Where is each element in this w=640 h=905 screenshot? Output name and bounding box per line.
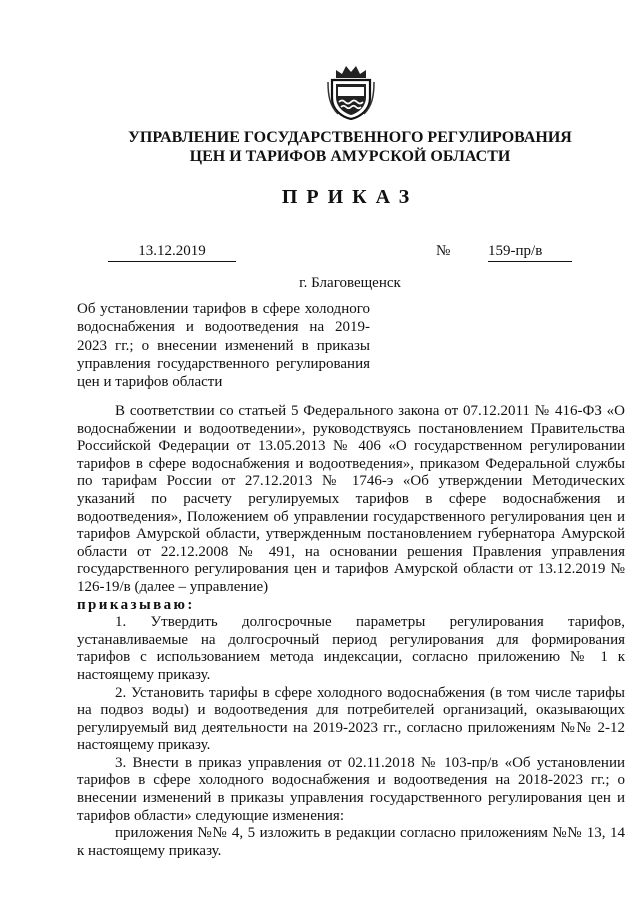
organization-name-line2: ЦЕН И ТАРИФОВ АМУРСКОЙ ОБЛАСТИ [189, 148, 511, 165]
document-body [77, 403, 625, 860]
item-3-subparagraph: приложения №№ 4, 5 изложить в редакции согласно приложениям №№ 13, 14 к настоящему приказу. [77, 825, 625, 859]
item-3-paragraph: 3. Внести в приказ управления от 02.11.2018 № 103-пр/в «Об установлении тарифов в сфере холодного водоснабжения и водоотведения на 2018-2023 гг.; о внесении изменений в приказы управления государственного регулирования цен и тарифов области» следующие изменения: [77, 754, 625, 824]
decree-word: приказываю: [77, 596, 195, 613]
document-subject: Об установлении тарифов в сфере холодного водоснабжения и водоотведения на 2019-2023 гг.; о внесении изменений в приказы управления государственного регулирования цен и тарифов области [77, 301, 370, 391]
item-1-paragraph: 1. Утвердить долгосрочные параметры регулирования тарифов, устанавливаемые на долгосрочный период регулирования для формирования тарифов с использованием метода индексации, согласно приложению № 1 к настоящему приказу. [77, 614, 625, 683]
number-sign: № [436, 243, 451, 259]
document-city: г. Благовещенск [299, 275, 401, 291]
document-title: ПРИКАЗ [281, 186, 419, 208]
document-number: 159-пр/в [488, 243, 572, 262]
organization-name-line1: УПРАВЛЕНИЕ ГОСУДАРСТВЕННОГО РЕГУЛИРОВАНИЯ [128, 129, 572, 146]
preamble-paragraph: В соответствии со статьей 5 Федерального закона от 07.12.2011 № 416-ФЗ «О водоснабжении и водоотведении», руководствуясь постановлением Правительства Российской Федерации от 13.05.2013 № 406 «О государственном регулировании тарифов в сфере водоснабжения и водоотведения», приказом Федеральной службы по тарифам России от 27.12.2013 № 1746-э «Об утверждении Методических указаний по расчету регулируемых тарифов в сфере водоснабжения и водоотведения», Положением об управлении государственного регулирования цен и тарифов Амурской области, утвержденным постановлением губернатора Амурской области от 22.12.2008 № 491, на основании решения Правления управления государственного регулирования цен и тарифов Амурской области от 13.12.2019 № 126-19/в (далее – управление) [77, 403, 625, 595]
document-date: 13.12.2019 [108, 243, 236, 262]
item-2-paragraph: 2. Установить тарифы в сфере холодного водоснабжения (в том числе тарифы на подвоз воды) и водоотведения для потребителей организаций, оказывающих регулируемый вид деятельности на 2019-2023 гг., согласно приложениям №№ 2-12 настоящему приказу. [77, 684, 625, 754]
coat-of-arms-icon [326, 62, 376, 120]
